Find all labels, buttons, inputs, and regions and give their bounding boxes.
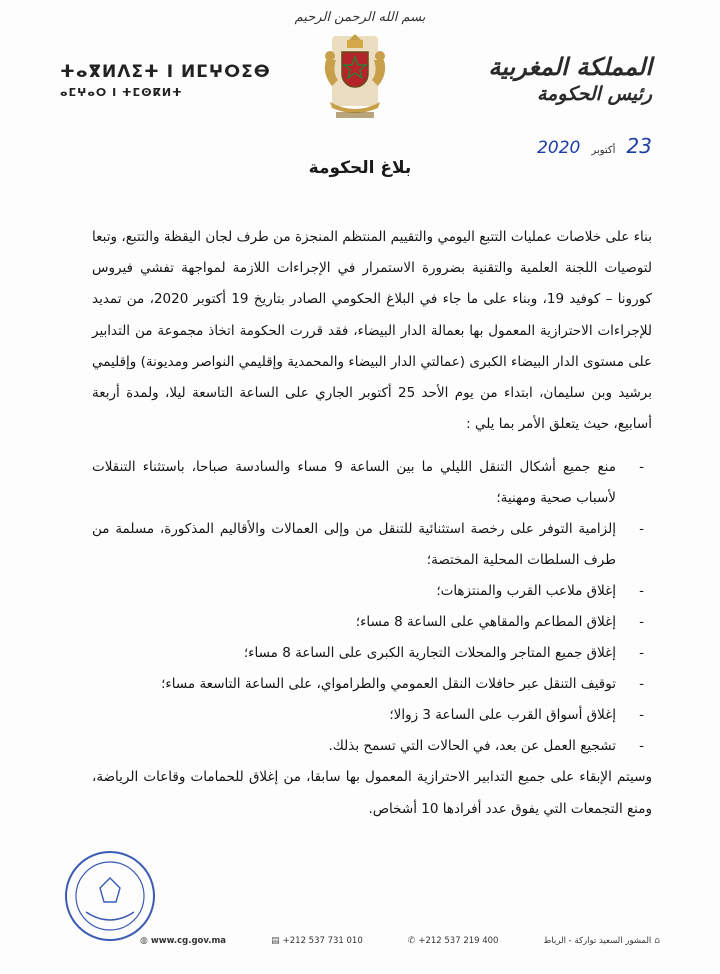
date-year: 2020 [537, 138, 581, 158]
phone-text: +212 537 219 400 [418, 936, 499, 946]
official-stamp-icon [60, 846, 160, 946]
tifinagh-line2: ⴰⵎⵖⴰⵔ ⵏ ⵜⵎⵙⴽⵍⵜ [60, 86, 183, 99]
list-item: - منع جميع أشكال التنقل الليلي ما بين الساعة 9 مساء والسادسة صباحا، باستثناء التنقلات لأسباب صحية ومهنية؛ [92, 452, 652, 514]
list-item: - إغلاق المطاعم والمقاهي على الساعة 8 مساء؛ [92, 607, 652, 638]
document-title: بلاغ الحكومة [308, 158, 412, 178]
list-item: - إغلاق ملاعب القرب والمنتزهات؛ [92, 576, 652, 607]
list-item: - إلزامية التوفر على رخصة استثنائية للتنقل من وإلى العمالات والأقاليم المذكورة، مسلمة من طرف السلطات المحلية المختصة؛ [92, 514, 652, 576]
arabic-header-line2: رئيس الحكومة [536, 83, 652, 105]
arabic-header-line1: المملكة المغربية [488, 52, 652, 81]
location-icon: ⌂ [654, 936, 660, 946]
document-date [537, 134, 652, 158]
arabic-header [488, 52, 652, 105]
footer-address [544, 936, 660, 946]
phone-icon: ✆ [407, 936, 416, 946]
document-body [92, 222, 652, 825]
footer-website[interactable] [140, 936, 226, 946]
list-item: - توقيف التنقل عبر حافلات النقل العمومي والطرامواي، على الساعة التاسعة مساء؛ [92, 669, 652, 700]
royal-coat-of-arms-icon [318, 30, 392, 128]
website-text: www.cg.gov.ma [150, 936, 227, 946]
footer-fax [271, 936, 363, 946]
address-text: المشور السعيد تواركة - الرباط [543, 936, 652, 946]
tifinagh-header [60, 62, 271, 99]
list-item: - إغلاق أسواق القرب على الساعة 3 زوالا؛ [92, 700, 652, 731]
date-day: 23 [626, 134, 652, 158]
list-item: - إغلاق جميع المتاجر والمحلات التجارية الكبرى على الساعة 8 مساء؛ [92, 638, 652, 669]
intro-paragraph: بناء على خلاصات عمليات التتبع اليومي والتقييم المنتظم المنجزة من طرف لجان اليقظة والتتبع، وتبعا لتوصيات اللجنة العلمية والتقنية بضرورة الاستمرار في الإجراءات اللازمة لمواجهة تفشي فيروس كورونا – كوفيد 19، وبناء على ما جاء في البلاغ الحكومي الصادر بتاريخ 19 أكتوبر 2020، من تمديد للإجراءات الاحترازية المعمول بها بعمالة الدار البيضاء، فقد قررت الحكومة اتخاذ مجموعة من التدابير على مستوى الدار البيضاء الكبرى (عمالتي الدار البيضاء والمحمدية وإقليمي النواصر ومديونة) وإقليمي برشيد وبن سليمان، ابتداء من يوم الأحد 25 أكتوبر الجاري على الساعة التاسعة ليلا، ولمدة أربعة أسابيع، حيث يتعلق الأمر بما يلي : [92, 229, 652, 433]
basmala: بسم الله الرحمن الرحيم [294, 10, 426, 25]
tifinagh-line1: ⵜⴰⴳⵍⴷⵉⵜ ⵏ ⵍⵎⵖⵔⵉⴱ [60, 62, 271, 82]
fax-text: +212 537 731 010 [282, 936, 363, 946]
fax-icon: ▤ [271, 936, 280, 946]
date-month: أكتوبر [591, 145, 616, 156]
globe-icon: ◍ [140, 936, 148, 946]
measures-list [92, 452, 652, 762]
footer [140, 932, 660, 950]
footer-phone [408, 936, 499, 946]
list-item: - تشجيع العمل عن بعد، في الحالات التي تسمح بذلك. [92, 731, 652, 762]
closing-paragraph: وسيتم الإبقاء على جميع التدابير الاحترازية المعمول بها سابقا، من إغلاق للحمامات وقاعات الرياضة، ومنع التجمعات التي يفوق عدد أفرادها 10 أشخاص. [92, 769, 652, 817]
